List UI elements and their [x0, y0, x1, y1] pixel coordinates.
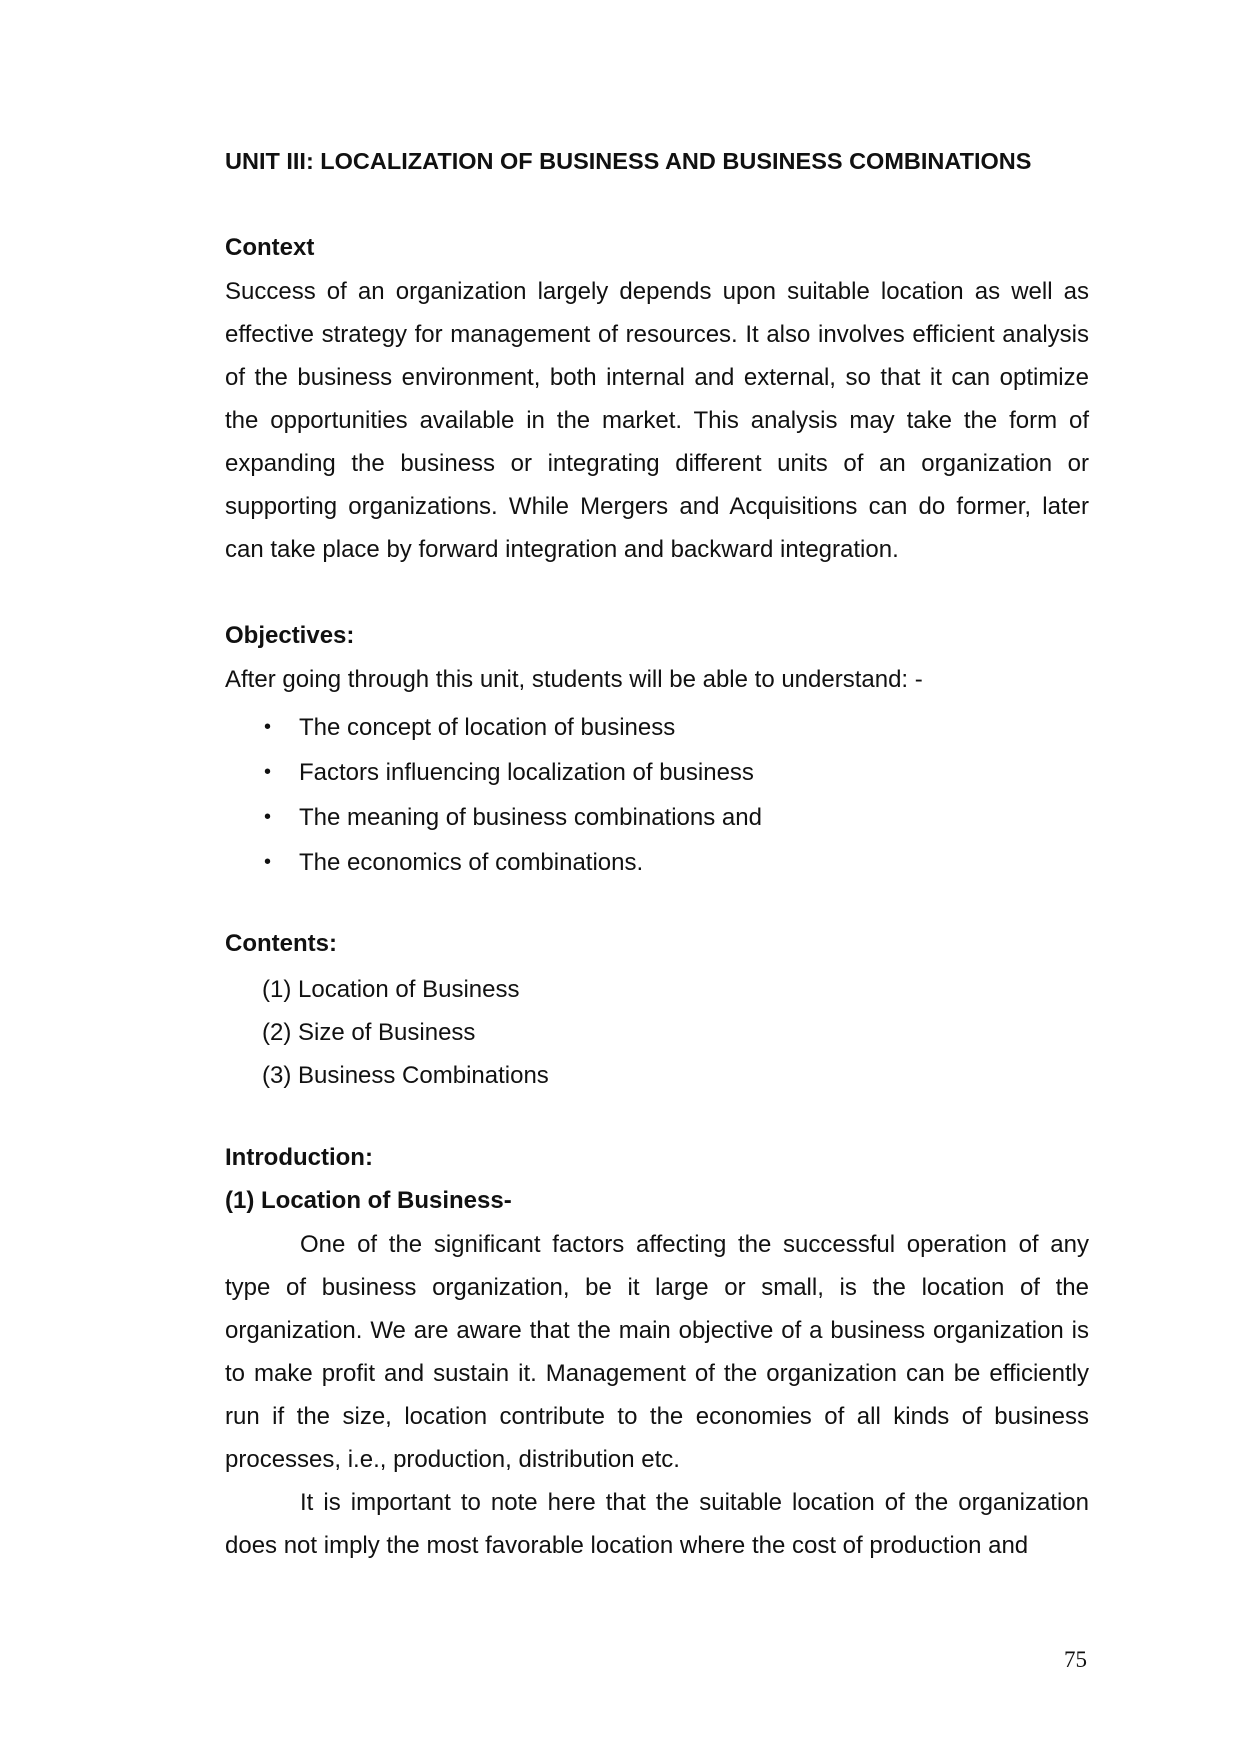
objectives-list — [225, 705, 762, 885]
introduction-paragraph-2-text: It is important to note here that the suitable location of the organization does not imply the most favorable location where the cost of production and — [225, 1489, 1089, 1559]
introduction-paragraph-1-text: One of the significant factors affecting the successful operation of any type of business organization, be it large or small, is the location of the organization. We are aware that the main objective of a business organization is to make profit and sustain it. Management of the organization can be efficiently run if the size, location contribute to the economies of all kinds of business processes, i.e., production, distribution etc. — [225, 1231, 1089, 1473]
list-item — [225, 795, 762, 840]
unit-title: UNIT III: LOCALIZATION OF BUSINESS AND BUSINESS COMBINATIONS — [225, 148, 1032, 174]
introduction-heading: Introduction: — [225, 1144, 373, 1171]
objective-text: The economics of combinations. — [299, 849, 644, 876]
list-item: (3) Business Combinations — [262, 1062, 549, 1089]
objective-text: The concept of location of business — [299, 714, 676, 741]
list-item — [225, 705, 762, 750]
bullet-icon: • — [264, 761, 272, 783]
bullet-icon: • — [264, 716, 272, 738]
list-item — [225, 750, 762, 795]
bullet-icon: • — [264, 806, 272, 828]
bullet-icon: • — [264, 851, 272, 873]
context-paragraph: Success of an organization largely depends upon suitable location as well as effective strategy for management of resources. It also involves efficient analysis of the business environment, both internal and external, so that it can optimize the opportunities available in the market. This analysis may take the form of expanding the business or integrating different units of an organization or supporting organizations. While Mergers and Acquisitions can do former, later can take place by forward integration and backward integration. — [225, 278, 1089, 563]
list-item: (1) Location of Business — [262, 976, 520, 1003]
page-number: 75 — [1064, 1647, 1087, 1672]
objective-text: Factors influencing localization of business — [299, 759, 754, 786]
introduction-paragraph-1 — [225, 1223, 1089, 1481]
contents-list — [262, 968, 549, 1097]
list-item: (2) Size of Business — [262, 1019, 476, 1046]
introduction-paragraph-2 — [225, 1481, 1089, 1567]
context-heading: Context — [225, 234, 315, 261]
location-subheading: (1) Location of Business- — [225, 1187, 512, 1214]
list-item — [225, 840, 762, 885]
objective-text: The meaning of business combinations and — [299, 804, 762, 831]
objectives-heading: Objectives: — [225, 622, 355, 649]
objectives-intro: After going through this unit, students will be able to understand: - — [225, 666, 923, 693]
contents-heading: Contents: — [225, 930, 337, 957]
